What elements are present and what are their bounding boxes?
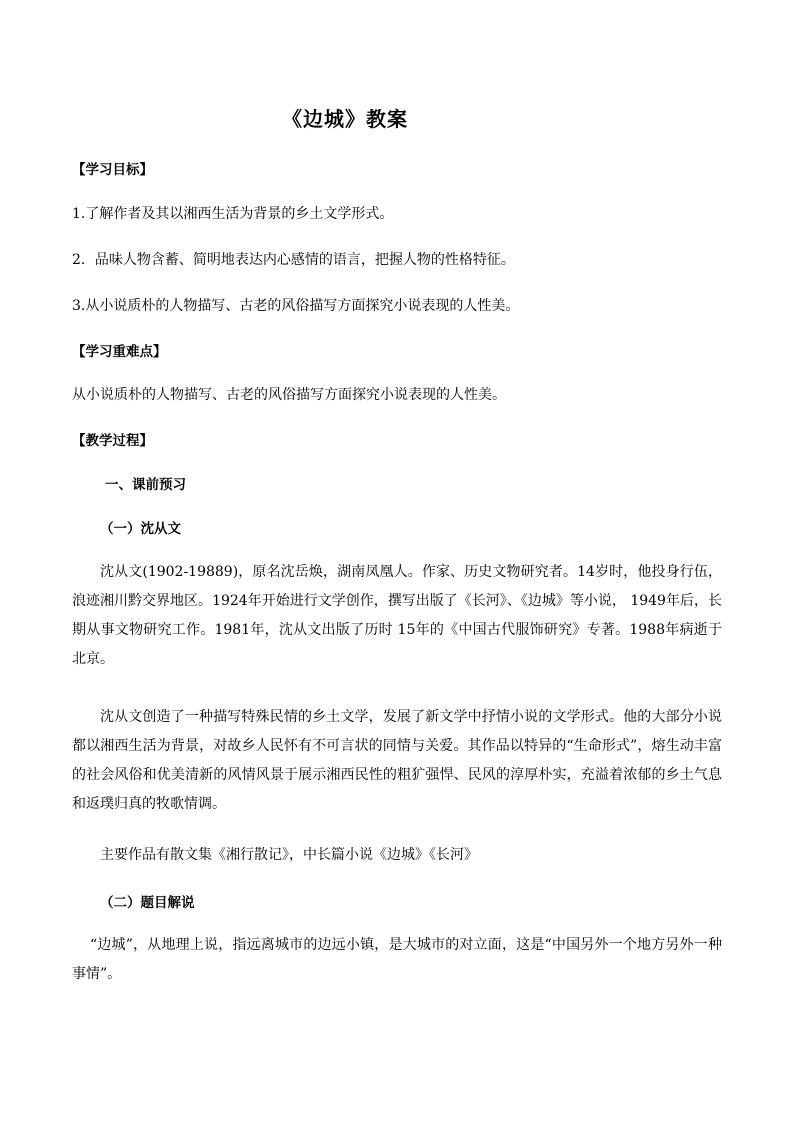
part1-heading: 一、课前预习 xyxy=(105,477,186,493)
paragraph-title-explanation: “边城”，从地理上说，指远离城市的边远小镇，是大城市的对立面，这是“中国另外一个地方另外一种事情”。 xyxy=(72,937,722,982)
paragraph-literary-style: 沈从文创造了一种描写特殊民情的乡土文学，发展了新文学中抒情小说的文学形式。他的大部分小说都以湘西生活为背景，对故乡人民怀有不可言状的同情与关爱。其作品以特异的“生命形式”，熔生动丰富的社会风俗和优美清新的风情风景于展示湘西民性的粗犷强悍、民风的淳厚朴实，充溢着浓郁的乡土气息和返璞归真的牧歌情调。 xyxy=(72,709,722,812)
sub2-heading: （二）题目解说 xyxy=(100,895,195,911)
key-points-text: 从小说质朴的人物描写、古老的风俗描写方面探究小说表现的人性美。 xyxy=(72,387,506,403)
objective-item-3: 3.从小说质朴的人物描写、古老的风俗描写方面探究小说表现的人性美。 xyxy=(72,298,520,314)
objective-item-2: 2．品味人物含蓄、简明地表达内心感情的语言，把握人物的性格特征。 xyxy=(72,252,515,268)
objective-item-1: 1.了解作者及其以湘西生活为背景的乡土文学形式。 xyxy=(72,206,394,222)
paragraph-author-bio: 沈从文(1902-19889)，原名沈岳焕，湖南凤凰人。作家、历史文物研究者。14岁时，他投身行伍，浪迹湘川黔交界地区。1924年开始进行文学创作，撰写出版了《长河》、《边城》等小说， 1949年后，长期从事文物研究工作。1981年，沈从文出版了历时 15年的《中国古代服饰研究》专著。1988年病逝于北京。 xyxy=(72,564,722,667)
sub1-heading: （一）沈从文 xyxy=(100,521,181,537)
objectives-heading: 【学习目标】 xyxy=(72,162,153,178)
paragraph-major-works: 主要作品有散文集《湘行散记》，中长篇小说《边城》《长河》 xyxy=(100,847,478,863)
process-heading: 【教学过程】 xyxy=(72,433,153,449)
document-title: 《边城》教案 xyxy=(282,107,408,131)
key-points-heading: 【学习重难点】 xyxy=(72,344,167,360)
